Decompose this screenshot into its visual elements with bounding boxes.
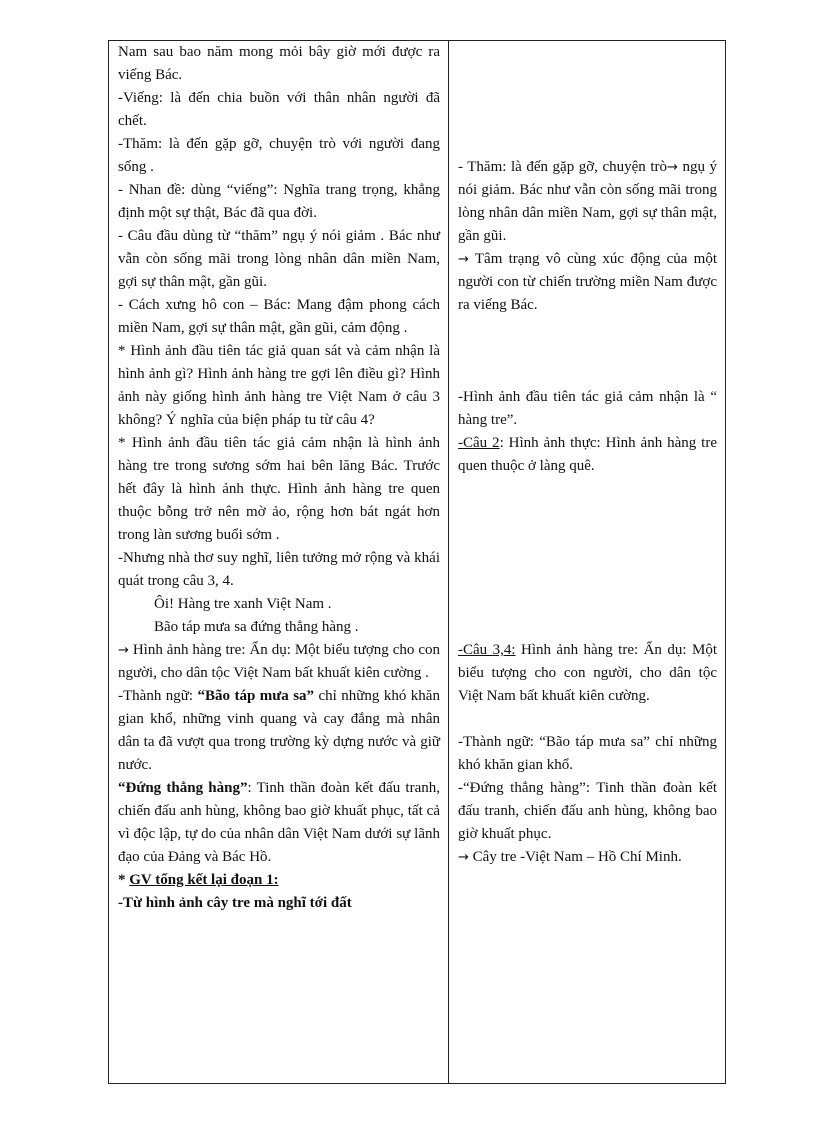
spacer — [458, 708, 717, 731]
spacer — [458, 317, 717, 386]
right-para-2: -Hình ảnh đầu tiên tác giả cảm nhận là “ hàng tre”. — [458, 389, 717, 428]
arrow-right-icon: → — [458, 850, 469, 865]
arrow-right-icon: → — [458, 252, 469, 267]
right-para-0: - Thăm: là đến gặp gỡ, chuyện trò→ ngụ ý nói giảm. Bác như vẫn còn sống mãi trong lòng nhân dân miền Nam, gợi sự thân mật, gần gũi. — [458, 159, 717, 244]
right-para-5: -Thành ngữ: “Bão táp mưa sa” chỉ những khó khăn gian khổ. — [458, 734, 717, 773]
lesson-table — [108, 40, 726, 1084]
right-para-1: → Tâm trạng vô cùng xúc động của một người con từ chiến trường miền Nam được ra viếng Bác. — [458, 251, 717, 313]
right-para-4: -Câu 3,4: Hình ảnh hàng tre: Ẩn dụ: Một biểu tượng cho con người, cho dân tộc Việt Nam bất khuất kiên cường. — [458, 642, 717, 704]
spacer — [458, 41, 717, 156]
left-para-14: -Từ hình ảnh cây tre mà nghĩ tới đất — [118, 895, 352, 911]
left-para-1: -Viếng: là đến chia buồn với thân nhân người đã chết. — [118, 90, 440, 129]
left-para-11: -Thành ngữ: “Bão táp mưa sa” chỉ những khó khăn gian khổ, những vinh quang và cay đắng mà nhân dân ta đã vượt qua trong trường kỳ dựng nước và giữ nước. — [118, 688, 440, 773]
right-para-6: -“Đứng thẳng hàng”: Tinh thần đoàn kết đấu tranh, chiến đấu anh hùng, không bao giờ khuất phục. — [458, 780, 717, 842]
left-question: * Hình ảnh đầu tiên tác giả quan sát và cảm nhận là hình ảnh gì? Hình ảnh hàng tre gợi lên điều gì? Hình ảnh này giống hình ảnh hàng tre Việt Nam ở câu 3 không? Ý nghĩa của biện pháp tu từ câu 4? — [118, 343, 440, 428]
left-para-4: - Câu đầu dùng từ “thăm” ngụ ý nói giảm . Bác như vẫn còn sống mãi trong lòng nhân dân miền Nam, gợi sự thân mật, gần gũi. — [118, 228, 440, 290]
left-para-0: Nam sau bao năm mong mỏi bây giờ mới được ra viếng Bác. — [118, 44, 440, 83]
left-answer: * Hình ảnh đầu tiên tác giả cảm nhận là hình ảnh hàng tre trong sương sớm hai bên lăng Bác. Trước hết đây là hình ảnh thực. Hình ảnh hàng tre quen thuộc bỗng trở nên mờ ảo, rộng hơn bát ngát hơn trong làn sương buổi sớm . — [118, 435, 440, 543]
arrow-right-icon: → — [667, 160, 678, 175]
poem-line-2: Bão táp mưa sa đứng thẳng hàng . — [154, 619, 359, 635]
left-para-3: - Nhan đề: dùng “viếng”: Nghĩa trang trọng, khẳng định một sự thật, Bác đã qua đời. — [118, 182, 440, 221]
spacer — [458, 478, 717, 639]
left-para-8: -Nhưng nhà thơ suy nghĩ, liên tưởng mở rộng và khái quát trong câu 3, 4. — [118, 550, 440, 589]
arrow-right-icon: → — [118, 643, 129, 658]
left-para-5: - Cách xưng hô con – Bác: Mang đậm phong cách miền Nam, gợi sự thân mật, gần gũi, cảm động . — [118, 297, 440, 336]
left-para-10: → Hình ảnh hàng tre: Ẩn dụ: Một biểu tượng cho con người, cho dân tộc Việt Nam bất khuất kiên cường . — [118, 642, 440, 681]
poem-line-1: Ôi! Hàng tre xanh Việt Nam . — [154, 596, 332, 612]
left-para-2: -Thăm: là đến gặp gỡ, chuyện trò với người đang sống . — [118, 136, 440, 175]
teacher-summary-heading: * GV tổng kết lại đoạn 1: — [118, 872, 279, 888]
left-column — [109, 41, 449, 1083]
right-column — [449, 41, 725, 1083]
left-para-12: “Đứng thẳng hàng”: Tinh thần đoàn kết đấu tranh, chiến đấu anh hùng, không bao giờ khuất phục, tất cả vì độc lập, tự do của nhân dân Việt Nam dưới sự lãnh đạo của Đảng và Bác Hồ. — [118, 780, 440, 865]
right-para-3: -Câu 2: Hình ảnh thực: Hình ảnh hàng tre quen thuộc ở làng quê. — [458, 435, 717, 474]
right-para-7: → Cây tre -Việt Nam – Hồ Chí Minh. — [458, 849, 682, 865]
